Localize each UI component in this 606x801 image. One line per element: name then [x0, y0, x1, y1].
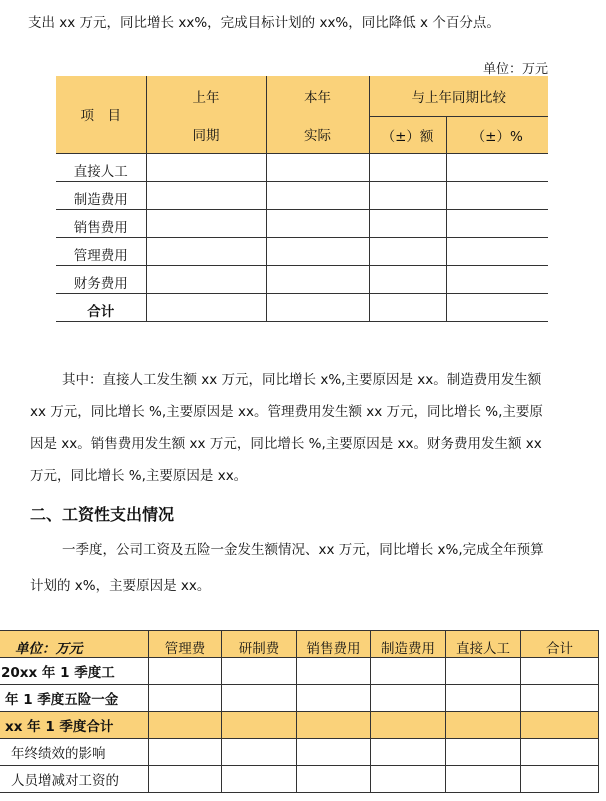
cell	[446, 153, 548, 181]
cell	[149, 766, 222, 793]
header-prev-bottom: 同期	[146, 116, 266, 153]
cell	[446, 712, 521, 739]
cell	[521, 658, 599, 685]
cell	[266, 153, 369, 181]
cell	[146, 209, 266, 237]
table1-unit-label: 单位：万元	[482, 62, 548, 77]
table-row	[0, 685, 599, 712]
header-prev-top: 上年	[146, 76, 266, 116]
cell	[371, 766, 446, 793]
paragraph-line: 其中：直接人工发生额 xx 万元，同比增长 x%,主要原因是 xx。制造费用发生额	[62, 372, 542, 388]
paragraph-line: xx 万元，同比增长 %,主要原因是 xx。管理费用发生额 xx 万元，同比增长 %,主要原	[30, 404, 543, 420]
table-row	[56, 181, 548, 209]
paragraph-line: 一季度，公司工资及五险一金发生额情况、xx 万元，同比增长 x%,完成全年预算	[62, 542, 544, 558]
cell	[371, 685, 446, 712]
row-label: 20xx 年 1 季度工	[0, 658, 149, 685]
paragraph-line: 计划的 x%，主要原因是 xx。	[30, 578, 211, 594]
header-cell: 销售费用	[297, 631, 371, 658]
cell	[266, 181, 369, 209]
cell	[146, 153, 266, 181]
table-header-row	[0, 631, 599, 658]
cell	[369, 153, 446, 181]
cell	[521, 739, 599, 766]
table-row	[0, 739, 599, 766]
cell	[222, 739, 297, 766]
cost-table	[56, 76, 548, 322]
table-row	[56, 265, 548, 293]
cell	[222, 658, 297, 685]
row-label: 制造费用	[56, 181, 146, 209]
cell	[446, 209, 548, 237]
paragraph-line: 万元，同比增长 %,主要原因是 xx。	[30, 468, 248, 484]
cell	[446, 658, 521, 685]
cell	[149, 658, 222, 685]
header-compare: 与上年同期比较	[369, 76, 548, 116]
cell	[266, 237, 369, 265]
cell	[297, 658, 371, 685]
row-label: 销售费用	[56, 209, 146, 237]
header-cell: 研制费	[222, 631, 297, 658]
section-heading: 二、工资性支出情况	[30, 505, 175, 524]
header-cell: 直接人工	[446, 631, 521, 658]
row-label: 直接人工	[56, 153, 146, 181]
row-label-total: 合计	[56, 293, 146, 321]
cell	[446, 237, 548, 265]
cell	[266, 209, 369, 237]
header-cur-bottom: 实际	[266, 116, 369, 153]
header-diff-amount: （±）额	[369, 116, 446, 153]
cell	[222, 712, 297, 739]
cell	[149, 739, 222, 766]
cell	[146, 181, 266, 209]
table-row	[0, 766, 599, 793]
row-label: 管理费用	[56, 237, 146, 265]
cell	[297, 685, 371, 712]
header-diff-pct: （±）%	[446, 116, 548, 153]
cell	[371, 658, 446, 685]
cell	[369, 237, 446, 265]
table-row	[56, 153, 548, 181]
cell	[222, 685, 297, 712]
header-unit: 单位：万元	[0, 631, 149, 658]
cell	[146, 237, 266, 265]
cell	[446, 181, 548, 209]
cell	[446, 766, 521, 793]
row-label: 财务费用	[56, 265, 146, 293]
row-label: 年终绩效的影响	[0, 739, 149, 766]
table-row	[56, 237, 548, 265]
cell	[297, 712, 371, 739]
table-row-total	[56, 293, 548, 321]
cell	[521, 685, 599, 712]
row-label: xx 年 1 季度合计	[0, 712, 149, 739]
header-cell: 制造费用	[371, 631, 446, 658]
salary-table	[0, 630, 599, 793]
table-row-total	[0, 712, 599, 739]
header-cur-top: 本年	[266, 76, 369, 116]
cell	[146, 293, 266, 321]
cell	[446, 293, 548, 321]
cell	[369, 209, 446, 237]
table-row	[0, 658, 599, 685]
cell	[266, 265, 369, 293]
cell	[369, 265, 446, 293]
header-item: 项 目	[80, 108, 121, 125]
cell	[446, 685, 521, 712]
cell	[446, 265, 548, 293]
cell	[149, 712, 222, 739]
row-label: 人员增减对工资的	[0, 766, 149, 793]
header-cell: 合计	[521, 631, 599, 658]
cell	[222, 766, 297, 793]
intro-line: 支出 xx 万元，同比增长 xx%，完成目标计划的 xx%，同比降低 x 个百分点。	[28, 15, 500, 31]
cell	[521, 712, 599, 739]
cell	[297, 766, 371, 793]
cell	[297, 739, 371, 766]
cell	[521, 766, 599, 793]
cell	[369, 181, 446, 209]
header-cell: 管理费	[149, 631, 222, 658]
row-label: 年 1 季度五险一金	[0, 685, 149, 712]
cell	[369, 293, 446, 321]
paragraph-line: 因是 xx。销售费用发生额 xx 万元，同比增长 %,主要原因是 xx。财务费用发生额 xx	[30, 436, 542, 452]
table-row	[56, 209, 548, 237]
cell	[266, 293, 369, 321]
cell	[371, 739, 446, 766]
cell	[149, 685, 222, 712]
cell	[371, 712, 446, 739]
cell	[446, 739, 521, 766]
cell	[146, 265, 266, 293]
